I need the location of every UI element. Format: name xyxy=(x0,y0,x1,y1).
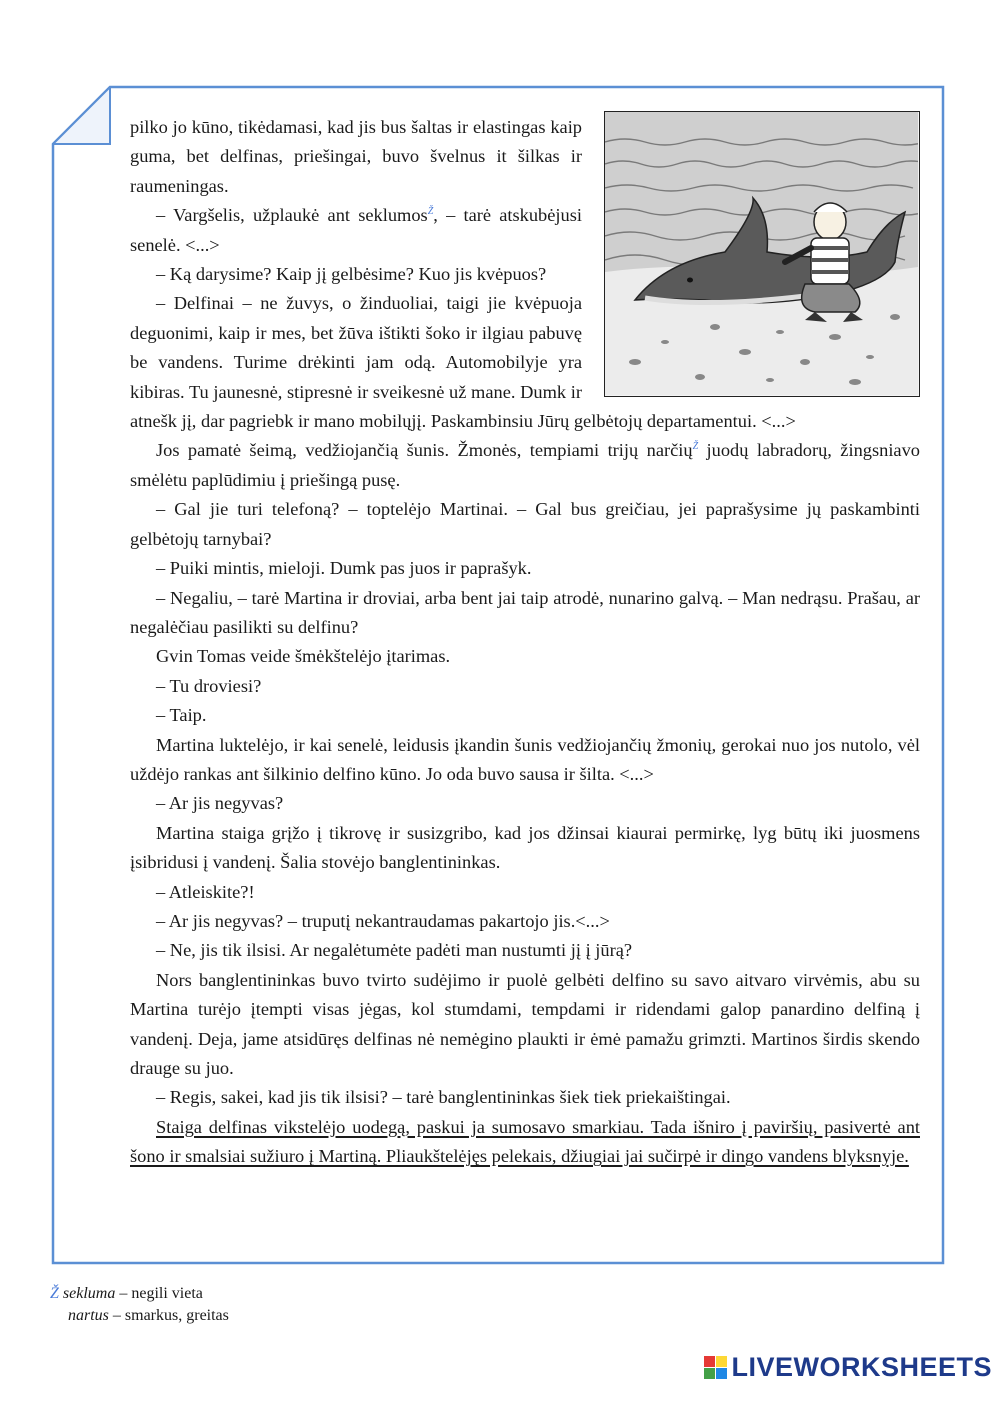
footnote-definition: – negili vieta xyxy=(115,1285,203,1302)
footnote-nartus xyxy=(50,1305,229,1327)
paragraph: – Vargšelis, užplaukė ant seklumos$^Ž$, – tarė atskubėjusi senelė. <...> xyxy=(130,205,582,255)
footnotes xyxy=(50,1283,229,1327)
paragraph: – Delfinai – ne žuvys, o žinduoliai, taigi jie kvėpuoja deguonimi, kaip ir mes, bet žūva ištikti šoko ir ilgiau pabuvę be vandens. Turime drėkinti jam odą. Automobilyje yra kibiras. Tu jaunesnė, stipresnė ir sveikesnė už mane. Dumk ir atnešk jį, dar pagriebk ir mano mobilųjį. Paskambinsiu Jūrų gelbėtojų departamentui. <...> xyxy=(130,293,796,432)
footnote-marker[interactable]: Ž xyxy=(692,441,699,453)
paragraph: Jos pamatė šeimą, vedžiojančią šunis. Žmonės, tempiami trijų narčių$^Ž$ juodų labradorų, žingsniavo smėlėtu paplūdimiu į priešingą pusę. xyxy=(130,440,920,490)
footnote-term: sekluma xyxy=(62,1285,116,1302)
paragraph: – Puiki mintis, mieloji. Dumk pas juos ir paprašyk. xyxy=(156,558,532,579)
footnote-term: nartus xyxy=(68,1307,109,1324)
liveworksheets-logo-icon xyxy=(704,1356,727,1379)
paragraph: – Atleiskite?! xyxy=(156,881,255,902)
footnote-definition: – smarkus, greitas xyxy=(108,1307,229,1324)
footnote-marker: Ž xyxy=(50,1285,59,1302)
paragraph: pilko jo kūno, tikėdamasi, kad jis bus šaltas ir elastingas kaip guma, bet delfinas, priešingai, buvo švelnus it šilkas ir raumeningas. xyxy=(130,117,582,196)
watermark-text: LIVEWORKSHEETS xyxy=(731,1352,992,1382)
footnote-sekluma xyxy=(50,1283,229,1305)
liveworksheets-watermark[interactable] xyxy=(704,1352,992,1383)
paragraph: Martina luktelėjo, ir kai senelė, leidusis įkandin šunis vedžiojančių žmonių, gerokai nuo jos nutolo, vėl uždėjo rankas ant šilkinio delfino kūno. Jo oda buvo sausa ir šilta. <...> xyxy=(130,734,920,784)
paragraph: – Regis, sakei, kad jis tik ilsisi? – tarė banglentininkas šiek tiek priekaištingai. xyxy=(156,1087,731,1108)
paragraph: – Ar jis negyvas? xyxy=(156,793,284,814)
paragraph: Nors banglentininkas buvo tvirto sudėjimo ir puolė gelbėti delfino su savo aitvaro virvėmis, abu su Martina turėjo įtempti visas jėgas, kol stumdami, tempdami ir ridendami galop panardino delfiną į vandenį. Deja, jame atsidūręs delfinas nė nemėgino plaukti ir ėmė pamažu grimzti. Martinos širdis skendo drauge su juo. xyxy=(130,969,920,1078)
paragraph: – Ar jis negyvas? – truputį nekantraudamas pakartojo jis.<...> xyxy=(156,910,610,931)
paragraph: – Negaliu, – tarė Martina ir droviai, arba bent jai taip atrodė, nunarino galvą. – Man nedrąsu. Prašau, ar negalėčiau pasilikti su delfinu? xyxy=(130,587,920,637)
footnote-marker[interactable]: Ž xyxy=(427,206,434,218)
paragraph: Gvin Tomas veide šmėkštelėjo įtarimas. xyxy=(156,646,451,667)
paragraph: – Gal jie turi telefoną? – toptelėjo Martinai. – Gal bus greičiau, jei paprašysime jų paskambinti gelbėtojų tarnybai? xyxy=(130,499,920,549)
paragraph: – Tu droviesi? xyxy=(156,675,262,696)
story-text xyxy=(130,113,920,1172)
paragraph: Martina staiga grįžo į tikrovę ir susizgribo, kad jos džinsai kiaurai permirkę, lyg būtų iki juosmens įsibridusi į vandenį. Šalia stovėjo banglentininkas. xyxy=(130,822,920,873)
paragraph: – Ne, jis tik ilsisi. Ar negalėtumėte padėti man nustumti jį į jūrą? xyxy=(156,940,633,961)
paragraph: – Ką darysime? Kaip jį gelbėsime? Kuo jis kvėpuos? xyxy=(156,264,547,285)
underlined-paragraph: Staiga delfinas vikstelėjo uodegą, paskui ja sumosavo smarkiau. Tada išniro į paviršių, pasivertė ant šono ir smalsiai sužiuro į Martiną. Pliaukštelėjęs pelekais, džiugiai jai sučirpė ir dingo vandens blyksnyje. xyxy=(130,1116,920,1167)
paragraph: – Taip. xyxy=(156,705,207,726)
dolphin-illustration xyxy=(604,111,920,397)
